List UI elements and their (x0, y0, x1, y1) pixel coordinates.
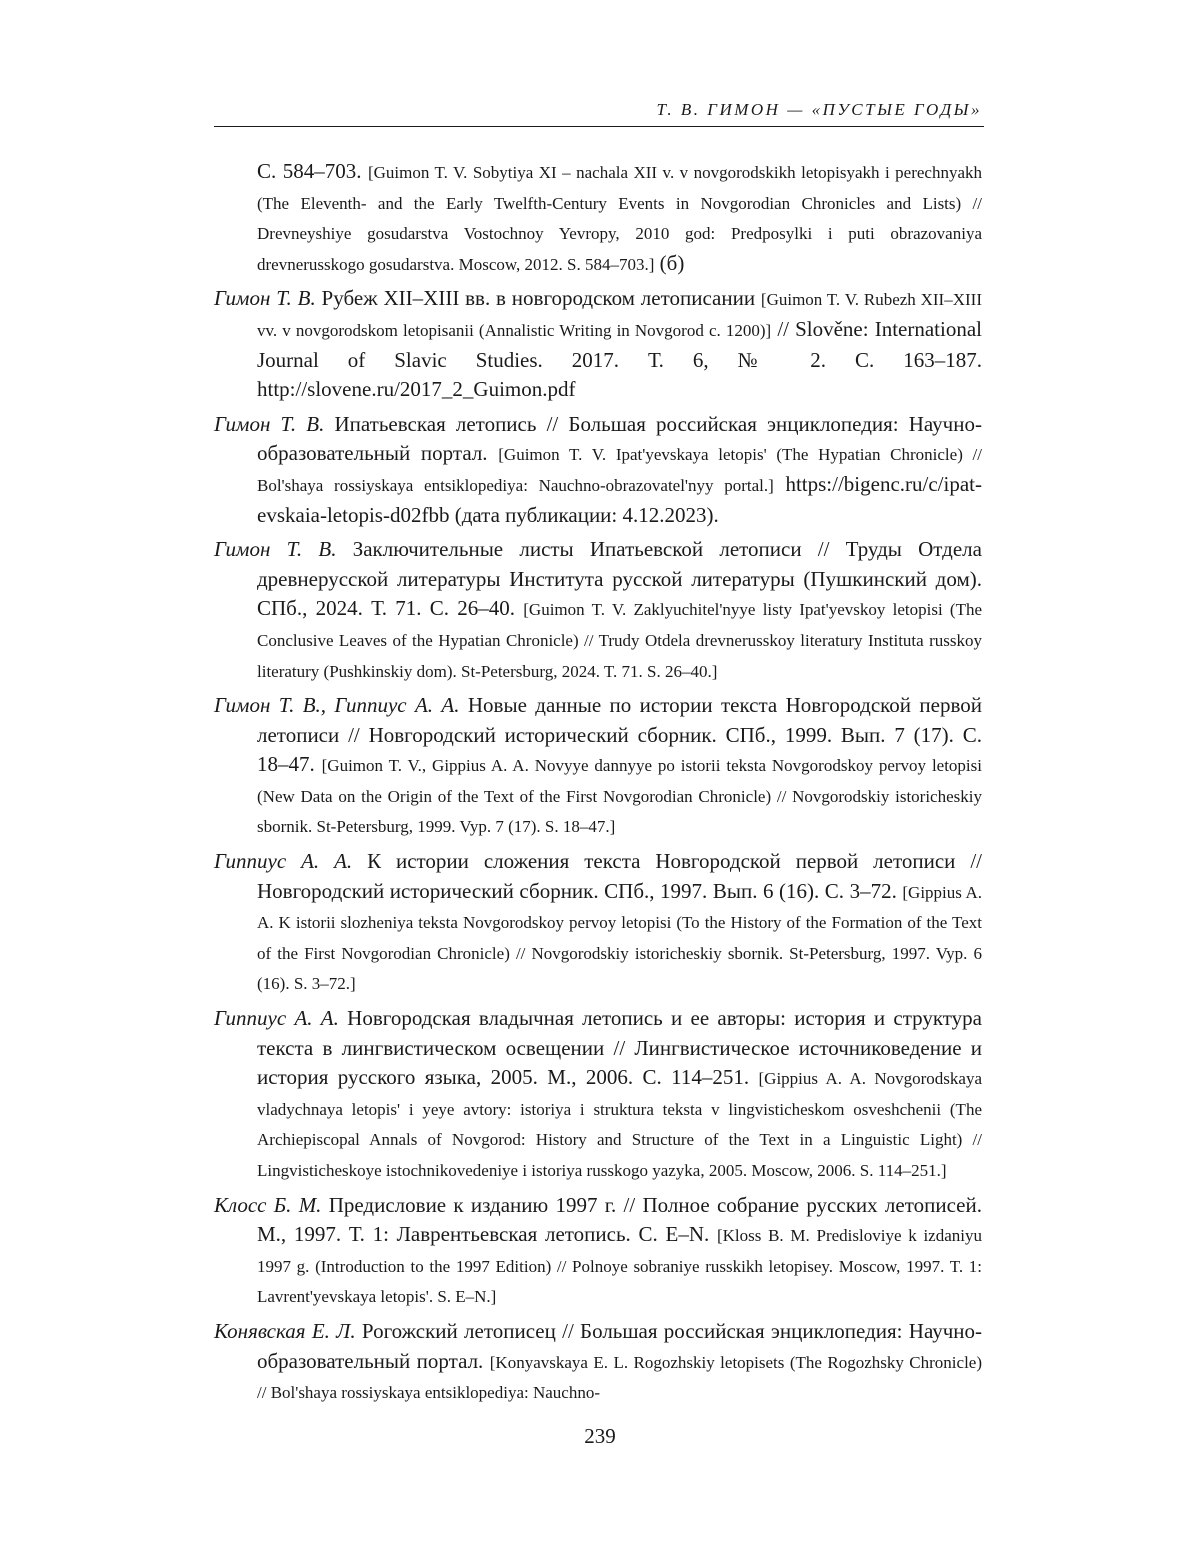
bibliography-entry (214, 410, 982, 530)
entry-transliteration: [Gippius A. A. K istorii slozheniya teksta Novgorodskoy pervoy letopisi (To the History of the Formation of the Text of the First Novgorodian Chronicle) // Novgorodskiy istoricheskiy sbornik. St-Petersburg, 1997. Vyp. 6 (16). S. 3–72.] (257, 883, 982, 994)
bibliography-entry (214, 1191, 982, 1312)
entry-author: Гимон Т. В., Гиппиус А. А. (214, 693, 460, 717)
entry-russian-text: Предисловие к изданию 1997 г. // Полное собрание русских летописей. М., 1997. Т. 1: Лаврентьевская летопись. С. E–N. (257, 1193, 982, 1247)
entry-russian-text: Новгородская владычная летопись и ее авторы: история и структура текста в лингвистическом освещении // Лингвистическое источниковедение и история русского языка, 2005. М., 2006. С. 114–251. (257, 1006, 982, 1089)
running-header (214, 98, 984, 127)
entry-transliteration: [Guimon T. V., Gippius A. A. Novyye dannyye po istorii teksta Novgorodskoy pervoy letopisi (New Data on the Origin of the Text of the First Novgorodian Chronicle) // Novgorodskiy istoricheskiy sbornik. St-Petersburg, 1999. Vyp. 7 (17). S. 18–47.] (257, 756, 982, 836)
page-number: 239 (0, 1424, 1200, 1449)
entry-author: Гиппиус А. А. (214, 849, 352, 873)
entry-transliteration: [Gippius A. A. Novgorodskaya vladychnaya letopis' i yeye avtory: istoriya i struktura teksta v lingvisticheskom osveshchenii (The Archiepiscopal Annals of Novgorod: History and Structure of the Text in a Linguistic Light) // Lingvisticheskoye istochnikovedeniye i istoriya russkogo yazyka, 2005. Moscow, 2006. S. 114–251.] (257, 1069, 982, 1180)
bibliography-entry (214, 1004, 982, 1186)
entry-author: Гимон Т. В. (214, 286, 316, 310)
entry-author: Гимон Т. В. (214, 412, 324, 436)
bibliography-entry (214, 157, 982, 279)
entry-transliteration: [Kloss B. M. Predisloviye k izdaniyu 1997 g. (Introduction to the 1997 Edition) // Polnoye sobraniye russkikh letopisey. Moscow, 1997. T. 1: Lavrent'yevskaya letopis'. S. E–N.] (257, 1226, 982, 1306)
entry-russian-text: Новые данные по истории текста Новгородской первой летописи // Новгородский исторический сборник. СПб., 1999. Вып. 7 (17). С. 18–47. (257, 693, 982, 776)
bibliography-entry (214, 847, 982, 999)
entry-transliteration: [Konyavskaya E. L. Rogozhskiy letopisets (The Rogozhsky Chronicle) // Bol'shaya rossiyskaya entsiklopediya: Nauchno- (257, 1353, 982, 1403)
entry-russian-text: С. 584–703. (257, 159, 368, 183)
entry-transliteration: [Guimon T. V. Zaklyuchitel'nyye listy Ipat'yevskoy letopisi (The Conclusive Leaves of the Hypatian Chronicle) // Trudy Otdela drevnerusskoy literatury Instituta russkoy literatury (Pushkinskiy dom). St-Petersburg, 2024. T. 71. S. 26–40.] (257, 600, 982, 680)
entry-tail: // Slověne: International Journal of Slavic Studies. 2017. Т. 6, № 2. С. 163–187. http://slovene.ru/2017_2_Guimon.pdf (257, 317, 982, 401)
running-title: Т. В. ГИМОН — «ПУСТЫЕ ГОДЫ» (657, 100, 982, 120)
entry-author: Конявская Е. Л. (214, 1319, 356, 1343)
entry-tail: (б) (654, 251, 684, 275)
bibliography-entry (214, 1317, 982, 1408)
entry-transliteration: [Guimon T. V. Rubezh XII–XIII vv. v novgorodskom letopisanii (Annalistic Writing in Novgorod c. 1200)] (257, 290, 982, 340)
bibliography-list (214, 157, 982, 1408)
entry-transliteration: [Guimon T. V. Ipat'yevskaya letopis' (The Hypatian Chronicle) // Bol'shaya rossiyskaya entsiklopediya: Nauchno-obrazovatel'nyy portal.] (257, 445, 982, 495)
bibliography-entry (214, 284, 982, 404)
entry-russian-text: Рогожский летописец // Большая российская энциклопедия: Научно-образовательный портал. (257, 1319, 982, 1373)
entry-russian-text: Рубеж XII–XIII вв. в новгородском летописании (316, 286, 761, 310)
entry-russian-text: Заключительные листы Ипатьевской летописи // Труды Отдела древнерусской литературы Института русской литературы (Пушкинский дом). СПб., 2024. Т. 71. С. 26–40. (257, 537, 982, 620)
bibliography-entry (214, 691, 982, 842)
entry-author: Клосс Б. М. (214, 1193, 321, 1217)
entry-tail: https://bigenc.ru/c/ipat-evskaia-letopis-d02fbb (дата публикации: 4.12.2023). (257, 472, 982, 527)
entry-author: Гимон Т. В. (214, 537, 336, 561)
entry-transliteration: [Guimon T. V. Sobytiya XI – nachala XII v. v novgorodskikh letopisyakh i perechnyakh (The Eleventh- and the Early Twelfth-Century Events in Novgorodian Chronicles and Lists) // Drevneyshiye gosudarstva Vostochnoy Yevropy, 2010 god: Predposylki i puti obrazovaniya drevnerusskogo gosudarstva. Moscow, 2012. S. 584–703.] (257, 163, 982, 274)
entry-author: Гиппиус А. А. (214, 1006, 339, 1030)
bibliography-entry (214, 535, 982, 686)
entry-russian-text: Ипатьевская летопись // Большая российская энциклопедия: Научно-образовательный портал. (257, 412, 982, 466)
entry-russian-text: К истории сложения текста Новгородской первой летописи // Новгородский исторический сборник. СПб., 1997. Вып. 6 (16). С. 3–72. (257, 849, 982, 903)
